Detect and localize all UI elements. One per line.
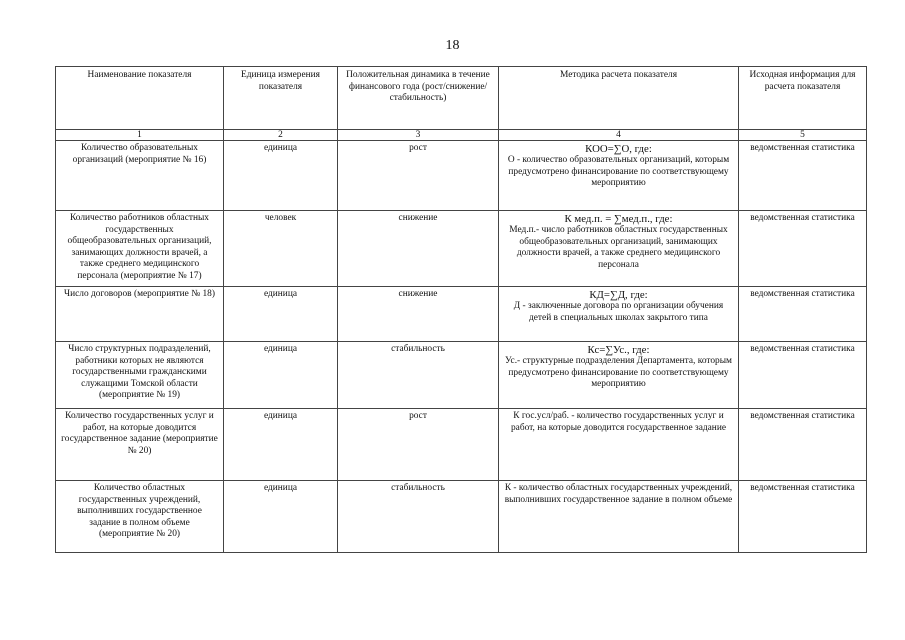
method-description: О - количество образовательных организаций, которым предусмотрено финансирование по соответствующему мероприятию [507, 155, 730, 189]
column-number-row [56, 130, 867, 141]
indicator-unit: человек [224, 211, 338, 287]
method-description: Д - заключенные договора по организации обучения детей в специальных школах закрытого типа [513, 301, 724, 323]
table-row [56, 141, 867, 211]
indicator-dynamics: стабильность [338, 342, 499, 409]
column-number: 3 [338, 130, 499, 141]
table-row [56, 409, 867, 481]
indicator-name: Количество образовательных организаций (мероприятие № 16) [56, 141, 224, 211]
indicator-unit: единица [224, 141, 338, 211]
header-method: Методика расчета показателя [499, 67, 739, 130]
table-row [56, 211, 867, 287]
indicator-source: ведомственная статистика [739, 342, 867, 409]
column-number: 4 [499, 130, 739, 141]
header-source: Исходная информация для расчета показателя [739, 67, 867, 130]
page-number: 18 [445, 38, 460, 53]
indicator-source: ведомственная статистика [739, 481, 867, 553]
header-indicator-name: Наименование показателя [56, 67, 224, 130]
method-formula: К мед.п. = ∑мед.п., где: [564, 213, 673, 225]
indicator-method [499, 141, 739, 211]
header-dynamics: Положительная динамика в течение финансового года (рост/снижение/стабильность) [338, 67, 499, 130]
method-formula: КД=∑Д, где: [589, 289, 648, 301]
header-unit: Единица измерения показателя [224, 67, 338, 130]
indicator-dynamics: стабильность [338, 481, 499, 553]
indicator-source: ведомственная статистика [739, 141, 867, 211]
indicator-dynamics: снижение [338, 211, 499, 287]
indicator-method [499, 287, 739, 342]
indicator-method [499, 211, 739, 287]
indicators-table [55, 66, 867, 553]
indicator-name: Количество работников областных государственных общеобразовательных организаций, занимающих должности врачей, а также среднего медицинского персонала (мероприятие № 17) [56, 211, 224, 287]
indicator-source: ведомственная статистика [739, 211, 867, 287]
indicator-dynamics: снижение [338, 287, 499, 342]
table-row [56, 342, 867, 409]
indicator-method [499, 481, 739, 553]
indicator-unit: единица [224, 287, 338, 342]
indicator-name: Количество областных государственных учреждений, выполнивших государственное задание в полном объеме (мероприятие № 20) [56, 481, 224, 553]
table-row [56, 481, 867, 553]
table-row [56, 287, 867, 342]
method-formula: КОО=∑О, где: [585, 143, 652, 155]
indicator-method [499, 342, 739, 409]
indicator-source: ведомственная статистика [739, 287, 867, 342]
indicator-dynamics: рост [338, 409, 499, 481]
indicator-name: Число договоров (мероприятие № 18) [56, 287, 224, 342]
indicator-name: Количество государственных услуг и работ, на которые доводится государственное задание (мероприятие № 20) [56, 409, 224, 481]
indicator-unit: единица [224, 342, 338, 409]
indicator-unit: единица [224, 481, 338, 553]
indicator-source: ведомственная статистика [739, 409, 867, 481]
method-description: К - количество областных государственных учреждений, выполнивших государственное задание в полном объеме [504, 483, 733, 505]
method-formula: Кс=∑Ус., где: [587, 344, 650, 356]
method-description: К гос.усл/раб. - количество государственных услуг и работ, на которые доводится государственное задание [510, 411, 727, 433]
indicator-unit: единица [224, 409, 338, 481]
method-description: Мед.п.- число работников областных государственных общеобразовательных организаций, занимающих должности врачей, а также среднего медицинского персонала [509, 225, 728, 270]
column-number: 5 [739, 130, 867, 141]
indicator-name: Число структурных подразделений, работники которых не являются государственными гражданскими служащими Томской области (мероприятие № 19) [56, 342, 224, 409]
column-number: 2 [224, 130, 338, 141]
column-number: 1 [56, 130, 224, 141]
indicator-method [499, 409, 739, 481]
indicator-dynamics: рост [338, 141, 499, 211]
table-header-row [56, 67, 867, 130]
method-description: Ус.- структурные подразделения Департамента, которым предусмотрено финансирование по соответствующему мероприятию [505, 356, 732, 390]
